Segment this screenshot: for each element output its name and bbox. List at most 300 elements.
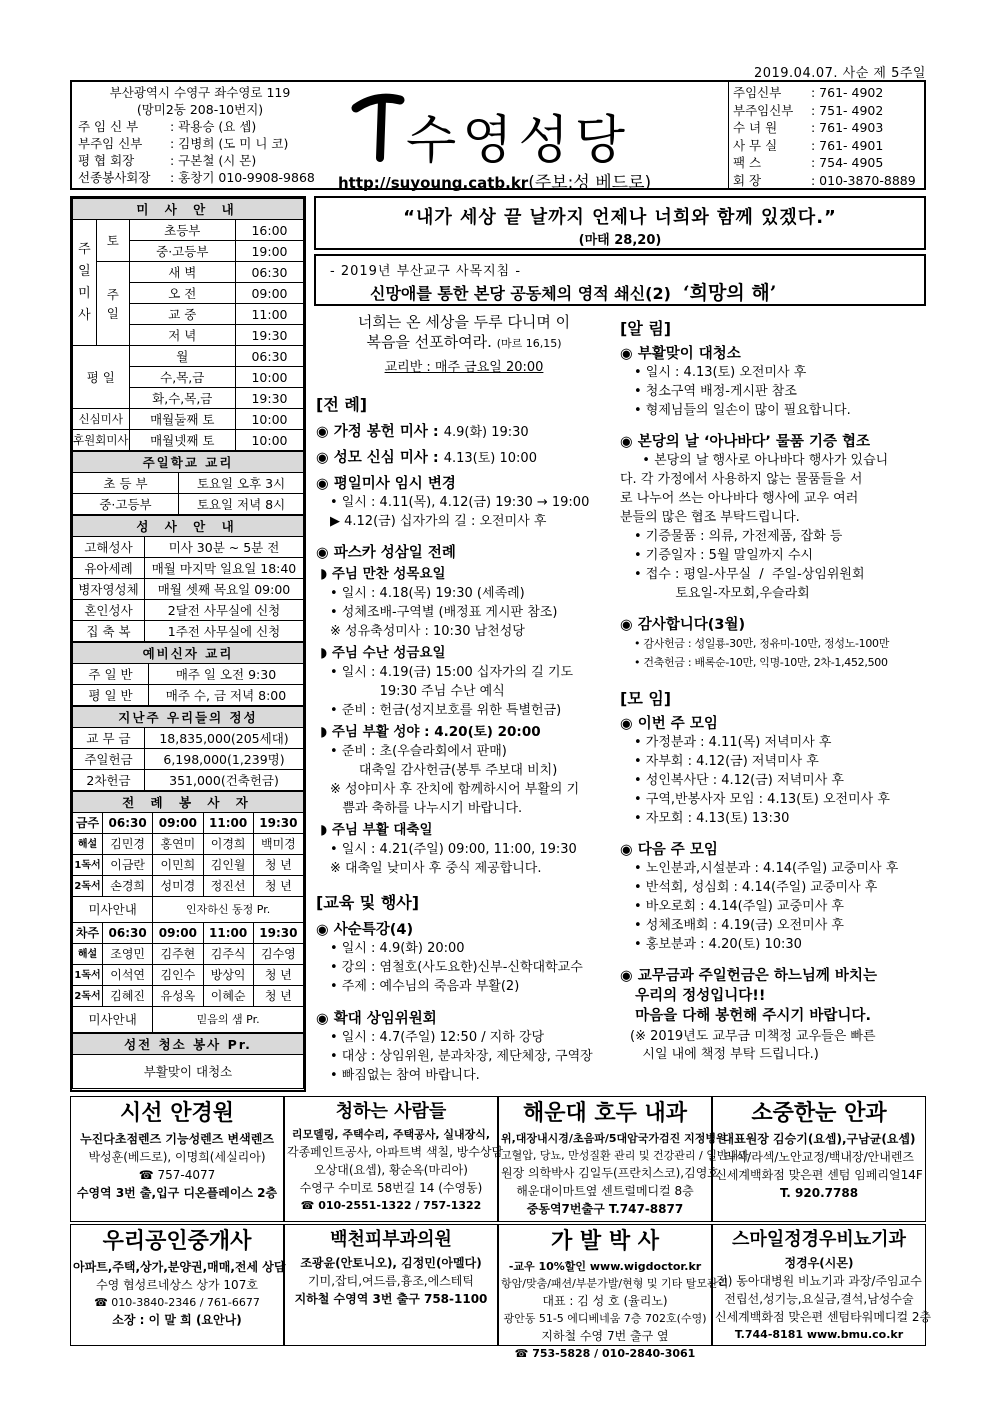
server-name: 김인수 (153, 965, 203, 986)
ad-line: 누진다초점렌즈 기능성렌즈 변색렌즈 (80, 1132, 274, 1146)
mass-slot: 새 벽 (129, 262, 235, 283)
notice-line: • 청소구역 배정-게시판 참조 (634, 384, 797, 399)
catechumen-title: 예비신자 교리 (73, 643, 304, 664)
address-line-2: (망미2동 208-10번지) (136, 102, 264, 117)
ad-box (712, 1224, 932, 1346)
offering-label: 2차헌금 (73, 770, 145, 791)
ad-line: 라식/라섹/노안교정/백내장/안내렌즈 (723, 1150, 915, 1164)
server-name: 김수영 (253, 944, 303, 965)
server-role: 1독서 (73, 965, 103, 986)
mass-slot: 교 중 (129, 304, 235, 325)
servers-head: 06:30 (103, 923, 153, 944)
notice-line: 토요일-자모회,우슬라회 (634, 586, 810, 601)
notice-item-title: ◉ 부활맞이 대청소 (620, 346, 741, 362)
offering-value: 18,835,000(205세대) (145, 728, 304, 749)
notice-item-title: ◉ 본당의 날 ‘아나바다’ 물품 기증 협조 (620, 434, 871, 450)
notice-line: • 본당의 날 행사로 아나바다 행사가 있습니 (634, 453, 889, 468)
mass-guide-value: 믿음의 샘 Pr. (153, 1007, 304, 1033)
easter-line: 쁨과 축하를 나누시기 바랍니다. (330, 801, 523, 816)
sacraments-label: 혼인성사 (73, 600, 145, 621)
meeting-line: • 구역,반봉사자 모임 : 4.13(토) 오전미사 후 (634, 792, 890, 807)
phone-block (728, 82, 926, 188)
offering-value: 351,000(건축헌금) (145, 770, 304, 791)
mass-title: 미 사 안 내 (73, 199, 304, 220)
easter-line: • 성체조배-구역별 (배정표 게시판 참조) (330, 605, 558, 620)
server-name: 김민경 (103, 834, 153, 855)
mass-time: 06:30 (236, 346, 304, 367)
date-line: 2019.04.07. 사순 제 5주일 (753, 66, 926, 81)
sunday-school-title: 주일학교 교리 (73, 452, 304, 473)
liturgy-item (316, 446, 612, 467)
servers-head: 11:00 (203, 923, 253, 944)
staff-row (78, 118, 322, 135)
appeal-note-line: 시일 내에 책정 부탁 드립니다.) (630, 1047, 819, 1062)
address-block (78, 84, 322, 186)
verse-box (316, 312, 612, 378)
servers-head: 09:00 (153, 923, 203, 944)
sacraments-label: 병자영성체 (73, 579, 145, 600)
staff-role: 선종봉사회장 (78, 170, 151, 185)
server-name: 김주현 (153, 944, 203, 965)
mass-time: 09:00 (236, 283, 304, 304)
staff-row (78, 152, 322, 169)
liturgy-title: [전 례] (316, 395, 368, 414)
phone-label: 팩 스 (733, 155, 762, 170)
ad-name: 우리공인중개사 (102, 1229, 252, 1254)
mass-guide-label: 미사안내 (73, 1007, 153, 1033)
ad-line: 항암/맞춤/패션/부분가발/현형 및 기타 탈모관리 (501, 1277, 729, 1290)
server-role: 1독서 (73, 855, 103, 876)
easter-line: • 일시 : 4.18(목) 19:30 (세족례) (330, 586, 525, 601)
sunday_school-label: 초 등 부 (73, 473, 179, 494)
mass-time: 19:30 (236, 388, 304, 409)
meeting-line: • 가정분과 : 4.11(목) 저녁미사 후 (634, 735, 832, 750)
ad-line: 중동역7번출구 T.747-8877 (526, 1202, 684, 1216)
server-role: 해설 (73, 834, 103, 855)
server-name: 김주식 (203, 944, 253, 965)
sunday-mass-label (73, 220, 97, 346)
education-item-title: ◉ 확대 상임위원회 (316, 1011, 437, 1027)
patron: (주보:성 베드로) (528, 173, 652, 193)
education-title: [교육 및 행사] (316, 893, 420, 912)
sunday_school-value: 토요일 오후 3시 (179, 473, 304, 494)
sunday-label-char: 사 (78, 307, 91, 323)
server-role: 2독서 (73, 876, 103, 897)
meeting-line: • 노인분과,시설분과 : 4.14(주일) 교중미사 후 (634, 861, 899, 876)
liturgy-item-title: ◉ 성모 신심 미사 : (316, 450, 444, 466)
notice-line: 다. 각 가정에서 사용하지 않는 물품들을 서 (620, 472, 863, 487)
server-name: 조영민 (103, 944, 153, 965)
special-mass-when: 매월둘째 토 (129, 409, 235, 430)
server-name: 성미경 (153, 876, 203, 897)
server-name: 홍연미 (153, 834, 203, 855)
ad-line: 각종페인트공사, 아파트벽 색칠, 방수상담 (287, 1145, 504, 1159)
ad-box (498, 1096, 749, 1222)
easter-heading: ◗ 주님 부활 대축일 (320, 822, 433, 838)
mass-time: 16:00 (236, 220, 304, 241)
liturgy-item (316, 420, 612, 441)
easter-line: ※ 성야미사 후 잔치에 함께하시어 부활의 기 (330, 782, 580, 797)
staff-name: 곽용승 (요 셉) (178, 119, 257, 134)
meeting-items (620, 712, 926, 954)
ad-line: -교우 10%할인 www.wigdoctor.kr (508, 1260, 702, 1273)
logo (348, 86, 698, 171)
mass-time: 11:00 (236, 304, 304, 325)
ad-line: 지하철 수영 7번 출구 옆 (541, 1329, 669, 1343)
ad-name: 스마일정경우비뇨기과 (732, 1229, 906, 1250)
catechumen-label: 평 일 반 (73, 685, 149, 706)
server-name: 방상익 (203, 965, 253, 986)
staff-role: 부주임 신부 (78, 136, 143, 151)
ad-name: 해운대 호두 내과 (522, 1101, 688, 1126)
notice-line: • 기증일자 : 5월 말일까지 수시 (634, 548, 814, 563)
change-line: ▶ 4.12(금) 십자가의 길 : 오전미사 후 (330, 514, 547, 529)
phone-row (733, 172, 922, 190)
right-column (620, 314, 926, 1094)
server-name: 청 년 (253, 965, 303, 986)
server-name: 청 년 (253, 876, 303, 897)
ad-line: ☎ 010-2551-1322 / 757-1322 (300, 1199, 482, 1212)
mass-group: 중·고등부 (129, 241, 235, 262)
catechumen-table (72, 642, 304, 706)
servers-head: 09:00 (153, 813, 203, 834)
verse-line-2: 복음을 선포하여라. (366, 333, 492, 351)
liturgy-item-value: 4.13(토) 10:00 (443, 451, 537, 466)
education-line: • 빠짐없는 참여 바랍니다. (330, 1068, 480, 1083)
sacraments-label: 고해성사 (73, 537, 145, 558)
ad-line: 신세계백화점 맞은편 센텀타워메디컬 2층 (715, 1310, 932, 1324)
meeting-line: • 자모회 : 4.13(토) 13:30 (634, 811, 790, 826)
ad-line: 해운대이마트옆 센트럴메디컬 8층 (516, 1184, 694, 1198)
ad-line: ☎ 753-5828 / 010-2840-3061 (514, 1347, 696, 1360)
sunday-school-table (72, 451, 304, 515)
education-line: • 강의 : 염철호(사도요한)신부-신학대학교수 (330, 960, 583, 975)
servers-head: 금주 (73, 813, 103, 834)
phone-label: 사 무 실 (733, 137, 778, 153)
servers-head: 11:00 (203, 813, 253, 834)
sacraments-label: 유아세례 (73, 558, 145, 579)
pastoral-line-3: ‘희망의 해’ (683, 282, 777, 304)
mass-guide-label: 미사안내 (73, 897, 153, 923)
meeting-line: • 성인복사단 : 4.12(금) 저녁미사 후 (634, 773, 844, 788)
middle-column (316, 312, 612, 1092)
sacraments-label: 집 축 복 (73, 621, 145, 642)
ad-line: 기미,잡티,여드름,흉조,에스테틱 (308, 1274, 474, 1288)
ad-line: 박성훈(베드로), 이명희(세실리아) (88, 1150, 266, 1164)
mass-table (72, 198, 304, 451)
staff-list (78, 118, 322, 186)
staff-sep: : (166, 136, 179, 151)
ad-line: ☎ 757-4077 (138, 1168, 216, 1182)
mass-guide-value: 인자하신 동정 Pr. (153, 897, 304, 923)
ad-line: 고혈압, 당뇨, 만성질환 관리 및 건강관리 / 일반내과 (501, 1149, 749, 1162)
staff-name: 김병희 (도 미 니 코) (178, 136, 289, 151)
server-name: 백미경 (253, 834, 303, 855)
mass-time: 19:30 (236, 325, 304, 346)
server-name: 청 년 (253, 986, 303, 1007)
server-name: 이석연 (103, 965, 153, 986)
scripture-quote: “내가 세상 끝 날까지 언제나 너희와 함께 있겠다.” (403, 207, 837, 228)
sacraments-value: 매월 셋째 목요일 09:00 (145, 579, 304, 600)
notice-line: • 일시 : 4.13(토) 오전미사 후 (634, 365, 807, 380)
servers-head: 06:30 (103, 813, 153, 834)
easter-line: ※ 성유축성미사 : 10:30 남천성당 (330, 624, 525, 639)
ad-line: 지하철 수영역 3번 출구 758-1100 (294, 1292, 488, 1306)
education-line: • 주제 : 예수님의 죽음과 부활(2) (330, 979, 520, 994)
appeal-line: ◉ 교무금과 주일헌금은 하느님께 바치는 (620, 968, 877, 984)
catechumen-value: 매주 일 오전 9:30 (149, 664, 304, 685)
offering-title: 지난주 우리들의 정성 (73, 707, 304, 728)
verse-line-1: 너희는 온 세상을 두루 다니며 이 (357, 313, 571, 331)
sun-label (96, 262, 129, 346)
sacraments-value: 미사 30분 ~ 5분 전 (145, 537, 304, 558)
mass-time: 10:00 (236, 367, 304, 388)
mass-group: 초등부 (129, 220, 235, 241)
ad-line: 광안동 51-5 에디베네움 7층 702호(수영) (503, 1312, 707, 1325)
special-mass-name: 신심미사 (73, 409, 130, 430)
phone-row (733, 154, 922, 172)
ad-name: 시선 안경원 (120, 1101, 234, 1126)
catechumen-label: 주 일 반 (73, 664, 149, 685)
scripture-ref: (마태 28,20) (578, 233, 662, 248)
mass-time: 06:30 (236, 262, 304, 283)
ad-line: 대표 : 김 성 호 (율리노) (542, 1294, 668, 1308)
easter-line: 대축일 감사헌금(봉투 주보대 비치) (330, 763, 558, 778)
ad-line: 전) 동아대병원 비뇨기과 과장/주임교수 (716, 1274, 922, 1288)
staff-name: 홍창기 010-9908-9868 (178, 170, 315, 185)
ad-line: 오상대(요셉), 황순옥(마리아) (314, 1163, 468, 1177)
logo-text: 수영성당 (406, 111, 631, 171)
staff-sep: : (166, 119, 179, 134)
servers-table (72, 791, 304, 1033)
ad-line: 아파트,주택,상가,분양권,매매,전세 상담 (73, 1260, 286, 1274)
ad-box (712, 1096, 926, 1222)
easter-heading: ◗ 주님 만찬 성목요일 (320, 566, 446, 582)
easter-line: ※ 대축일 낮미사 후 중식 제공합니다. (330, 861, 542, 876)
ad-name: 청하는 사람들 (335, 1101, 447, 1122)
weekday-label: 평 일 (73, 346, 130, 409)
staff-role: 평 협 회장 (78, 153, 135, 168)
notice-line: • 형제님들의 일손이 많이 필요합니다. (634, 403, 851, 418)
server-name: 손경희 (103, 876, 153, 897)
server-name: 유성옥 (153, 986, 203, 1007)
sunday-label-char: 일 (78, 263, 91, 279)
ad-box (70, 1096, 284, 1222)
server-role: 해설 (73, 944, 103, 965)
cleaning-value: 부활맞이 대청소 (73, 1055, 304, 1089)
phone-row (733, 137, 922, 155)
education-line: • 일시 : 4.9(화) 20:00 (330, 941, 465, 956)
easter-line: • 일시 : 4.21(주일) 09:00, 11:00, 19:30 (330, 842, 577, 857)
cleaning-title: 성전 청소 봉사 Pr. (73, 1034, 304, 1055)
sunday_school-value: 토요일 저녁 8시 (179, 494, 304, 515)
staff-row (78, 135, 322, 152)
mass-day: 월 (129, 346, 235, 367)
servers-title: 전 례 봉 사 자 (73, 792, 304, 813)
appeal-line: 마음을 다해 봉헌해 주시기 바랍니다. (620, 1008, 871, 1024)
notice-title: [알 림] (620, 319, 672, 338)
liturgy-item-title: ◉ 평일미사 임시 변경 (316, 476, 456, 492)
easter-line: • 일시 : 4.19(금) 15:00 십자가의 길 기도 (330, 665, 574, 680)
staff-row (78, 169, 322, 186)
notice-line: 로 나누어 쓰는 아나바다 행사에 교우 여러 (620, 491, 859, 506)
phone-sep: : (807, 137, 820, 153)
meeting-item-title: ◉ 이번 주 모임 (620, 716, 718, 732)
offering-appeal-note (620, 1028, 926, 1064)
liturgy-item-title: ◉ 가정 봉헌 미사 : (316, 424, 444, 440)
notice-line: • 감사헌금 : 성일룡-30만, 정유미-10만, 정성노-100만 (634, 637, 890, 650)
phone-label: 주임신부 (733, 85, 782, 100)
server-name: 청 년 (253, 855, 303, 876)
server-name: 이경희 (203, 834, 253, 855)
meeting-title: [모 임] (620, 689, 672, 708)
notice-line: • 건축헌금 : 배록순-10만, 익명-10만, 2차-1,452,500 (634, 656, 888, 669)
ad-line: 전립선,성기능,요실금,결석,남성수술 (724, 1292, 914, 1306)
offering-table (72, 706, 304, 791)
notice-items (620, 342, 926, 672)
sunday-label-char: 미 (78, 285, 91, 301)
ad-box (498, 1224, 729, 1360)
staff-role: 주 임 신 부 (78, 119, 139, 134)
meeting-line: • 바오로회 : 4.14(주일) 교중미사 후 (634, 899, 844, 914)
education-line: • 일시 : 4.7(주일) 12:50 / 지하 강당 (330, 1030, 545, 1045)
offering-label: 교 무 금 (73, 728, 145, 749)
ad-box (284, 1224, 498, 1346)
sacraments-title: 성 사 안 내 (73, 516, 304, 537)
notice-line: • 기증물품 : 의류, 가전제품, 잡화 등 (634, 529, 843, 544)
special-mass-name: 후원회미사 (73, 430, 130, 451)
meeting-line: • 성체조배회 : 4.19(금) 오전미사 후 (634, 918, 844, 933)
phone-sep: : (807, 120, 820, 135)
sat-label: 토 (96, 220, 129, 262)
meeting-line: • 홍보분과 : 4.20(토) 10:30 (634, 937, 802, 952)
appeal-note-line: (※ 2019년도 교무금 미책정 교우들은 빠른 (630, 1029, 876, 1044)
address-line-1: 부산광역시 수영구 좌수영로 119 (109, 85, 291, 100)
pastoral-line-2: 신망애를 통한 본당 공동체의 영적 쇄신(2) (370, 284, 671, 303)
url-line (338, 168, 651, 193)
sun-label-char: 일 (106, 305, 119, 321)
catechumen-value: 매주 수, 금 저녁 8:00 (149, 685, 304, 706)
notice-line: 분들의 많은 협조 부탁드립니다. (620, 510, 800, 525)
ad-line: 대표원장 김승기(요셉),구남균(요셉) (722, 1132, 916, 1146)
ad-line: 소장 : 이 말 희 (요안나) (112, 1313, 242, 1327)
mass-time: 19:00 (236, 241, 304, 262)
education-items (316, 918, 612, 1091)
phone-sep: : (807, 102, 820, 118)
logo-cross-icon (348, 86, 408, 164)
verse-ref: (마르 16,15) (496, 337, 562, 350)
phone-sep: : (807, 172, 820, 188)
ad-line: 신세계백화점 맞은편 센텀 임페리얼14F (715, 1168, 923, 1182)
ad-box (284, 1096, 504, 1222)
cleaning-table (72, 1033, 304, 1089)
ad-line: T. 920.7788 (779, 1186, 859, 1200)
change-line: • 일시 : 4.11(목), 4.12(금) 19:30 → 19:00 (330, 495, 590, 510)
scripture-box (314, 196, 926, 250)
phone-sep: : (807, 85, 820, 100)
server-name: 김인월 (203, 855, 253, 876)
liturgy-item (316, 472, 612, 493)
spacer (316, 996, 612, 1002)
phone-number[interactable]: 754- 4905 (819, 155, 884, 170)
sacrament-table (72, 515, 304, 642)
phone-number[interactable]: 761- 4903 (819, 120, 884, 135)
mass-day: 화,수,목,금 (129, 388, 235, 409)
education-item-title: ◉ 사순특강(4) (316, 922, 414, 938)
liturgy-items (316, 420, 612, 878)
mass-slot: 저 녁 (129, 325, 235, 346)
offering-appeal (620, 966, 926, 1026)
mass-time: 10:00 (236, 409, 304, 430)
mass-day: 수,목,금 (129, 367, 235, 388)
server-name: 이민희 (153, 855, 203, 876)
phone-number[interactable]: 761- 4901 (819, 137, 884, 153)
liturgy-item-value: 4.9(화) 19:30 (443, 425, 529, 440)
special-mass-when: 매월넷째 토 (129, 430, 235, 451)
spacer (316, 1085, 612, 1091)
appeal-line: 우리의 정성입니다!! (620, 988, 766, 1004)
server-name: 이금란 (103, 855, 153, 876)
phone-row (733, 84, 922, 102)
sacraments-value: 매월 마지막 일요일 18:40 (145, 558, 304, 579)
ad-line: 리모델링, 주택수리, 주택공사, 실내장식, (291, 1128, 491, 1141)
ad-name: 소중한눈 안과 (751, 1101, 887, 1126)
phone-row (733, 102, 922, 120)
sunday-label-char: 주 (78, 241, 91, 257)
phone-sep: : (807, 155, 820, 170)
ad-line: 조광윤(안토니오), 김정민(아멜다) (300, 1256, 482, 1270)
phone-label: 수 녀 원 (733, 120, 778, 135)
meeting-line: • 반석회, 성심회 : 4.14(주일) 교중미사 후 (634, 880, 878, 895)
notice-line: • 접수 : 평일-사무실 / 주일-상임위원회 (634, 567, 865, 582)
staff-name: 구본철 (시 몬) (178, 153, 257, 168)
left-column (70, 196, 306, 1092)
ad-name: 가 발 박 사 (551, 1229, 659, 1254)
ads-area (70, 1096, 932, 1360)
ad-line: 수영구 수미로 58번길 14 (수영동) (299, 1181, 483, 1195)
ad-line: 수영역 3번 출,입구 디온플레이스 2층 (76, 1186, 278, 1200)
notice-item-title: ◉ 감사합니다(3월) (620, 617, 746, 633)
meeting-item-title: ◉ 다음 주 모임 (620, 842, 718, 858)
phone-number[interactable]: 751- 4902 (819, 102, 884, 118)
phone-number[interactable]: 010-3870-8889 (819, 172, 916, 188)
phone-number[interactable]: 761- 4902 (819, 85, 884, 100)
ad-line: ☎ 010-3840-2346 / 761-6677 (94, 1296, 260, 1309)
easter-title: ◉ 파스카 성삼일 전례 (316, 545, 456, 561)
phone-row (733, 119, 922, 137)
offering-label: 주일헌금 (73, 749, 145, 770)
offering-value: 6,198,000(1,239명) (145, 749, 304, 770)
sacraments-value: 2달전 사무실에 신청 (145, 600, 304, 621)
easter-line: 19:30 주님 수난 예식 (330, 684, 505, 699)
education-line: • 대상 : 상임위원, 분과차장, 제단체장, 구역장 (330, 1049, 593, 1064)
pastoral-box (314, 254, 926, 306)
parish-url[interactable]: http://suyoung.catb.kr (338, 174, 529, 192)
header (70, 80, 926, 193)
ad-line: T.744-8181 www.bmu.co.kr (734, 1328, 904, 1341)
servers-head: 19:30 (253, 813, 303, 834)
easter-line: • 준비 : 헌금(성지보호를 위한 특별헌금) (330, 703, 562, 718)
servers-head: 19:30 (253, 923, 303, 944)
ad-line: 원장 의학박사 김일두(프란치스코),김영호 (501, 1166, 719, 1180)
sunday_school-label: 중·고등부 (73, 494, 179, 515)
mass-slot: 오 전 (129, 283, 235, 304)
servers-head: 차주 (73, 923, 103, 944)
phone-label: 회 장 (733, 172, 762, 188)
easter-heading: ◗ 주님 수난 성금요일 (320, 645, 446, 661)
ad-line: 위,대장내시경/초음파/5대암국가검진 지정병원 (501, 1132, 727, 1145)
ad-line: 수영 협성르네상스 상가 107호 (96, 1278, 258, 1292)
